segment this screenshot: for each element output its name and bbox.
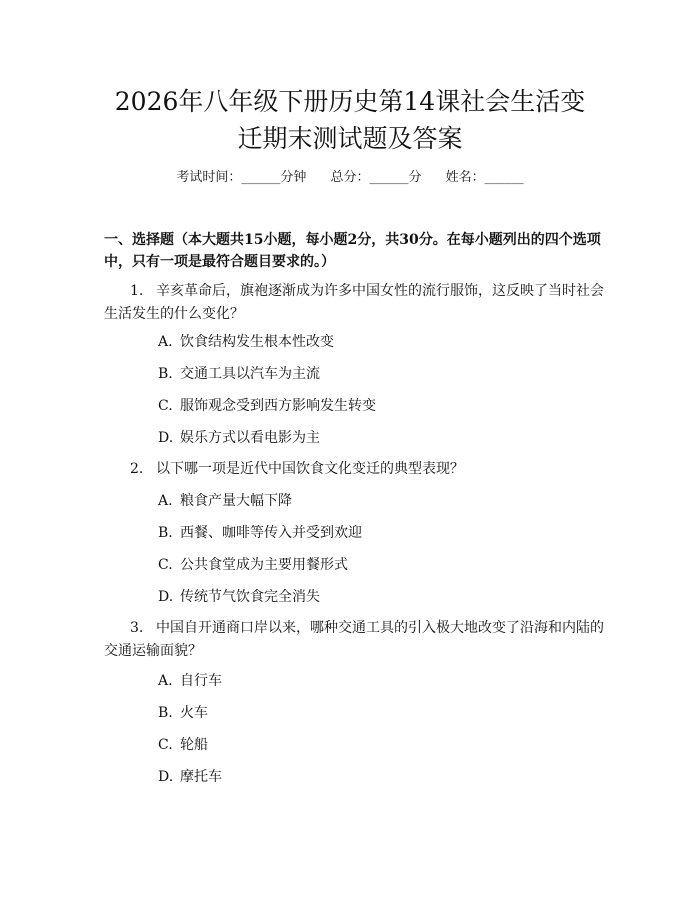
- exam-meta: [0, 168, 700, 188]
- option-1c: C. 服饰观念受到西方影响发生转变: [158, 398, 376, 414]
- question-number: 2.: [130, 461, 144, 477]
- question-number: 1.: [130, 283, 144, 299]
- option-2c: C. 公共食堂成为主要用餐形式: [158, 557, 348, 573]
- exam-time-field: 考试时间：______分钟: [176, 170, 307, 185]
- option-3c: C. 轮船: [158, 737, 208, 753]
- question-text: 以下哪一项是近代中国饮食文化变迁的典型表现？: [156, 461, 464, 477]
- page-title-line-1: 2026年八年级下册历史第14课社会生活变: [114, 87, 586, 116]
- option-2a: A. 粮食产量大幅下降: [158, 493, 292, 509]
- option-1d: D. 娱乐方式以看电影为主: [158, 430, 320, 446]
- question-text: 辛亥革命后，旗袍逐渐成为许多中国女性的流行服饰，这反映了当时社会生活发生的什么变化？: [104, 283, 604, 322]
- question-3: [104, 617, 604, 663]
- total-score-field: 总分：______分: [330, 170, 422, 185]
- option-2b: B. 西餐、咖啡等传入并受到欢迎: [158, 525, 362, 541]
- question-2: [104, 458, 604, 481]
- option-2d: D. 传统节气饮食完全消失: [158, 589, 320, 605]
- question-text: 中国自开通商口岸以来，哪种交通工具的引入极大地改变了沿海和内陆的交通运输面貌？: [104, 620, 604, 659]
- option-3b: B. 火车: [158, 705, 208, 721]
- question-number: 3.: [130, 620, 144, 636]
- student-name-field: 姓名：______: [445, 170, 524, 185]
- option-3a: A. 自行车: [158, 673, 222, 689]
- section-heading: 一、选择题（本大题共15小题，每小题2分，共30分。在每小题列出的四个选项中，只有一项是最符合题目要求的。）: [104, 232, 601, 270]
- page-title-line-2: 迁期末测试题及答案: [237, 124, 463, 153]
- option-3d: D. 摩托车: [158, 769, 222, 785]
- option-1a: A. 饮食结构发生根本性改变: [158, 334, 334, 350]
- option-1b: B. 交通工具以汽车为主流: [158, 366, 320, 382]
- question-1: [104, 280, 604, 326]
